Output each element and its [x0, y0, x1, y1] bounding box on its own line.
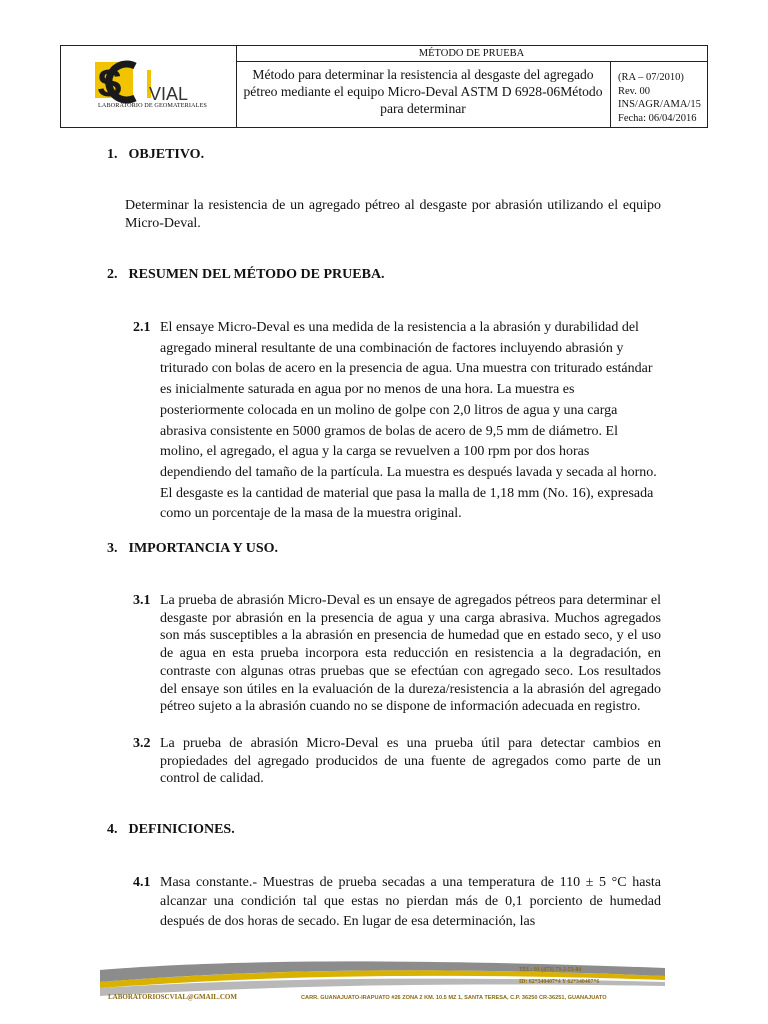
- section-title: DEFINICIONES.: [128, 822, 235, 837]
- doc-date: Fecha: 06/04/2016: [618, 112, 697, 124]
- list-item: [133, 592, 661, 716]
- doc-meta: [612, 62, 707, 127]
- section-heading: [107, 267, 385, 283]
- doc-code: (RA – 07/2010): [618, 72, 684, 83]
- section-heading: [107, 147, 204, 163]
- item-number: 2.1: [133, 320, 151, 335]
- item-number: 4.1: [133, 875, 151, 890]
- section-title: IMPORTANCIA Y USO.: [128, 541, 278, 556]
- section-number: 4.: [107, 822, 118, 837]
- logo-subtitle: LABORATORIO DE GEOMATERIALES: [98, 102, 207, 109]
- section-number: 2.: [107, 267, 118, 282]
- footer-phone: TEL: 01 (473) 73-2-53-84: [519, 967, 582, 973]
- section-heading: [107, 541, 278, 557]
- svg-text:S: S: [97, 63, 123, 105]
- footer-id: ID: 62*340407*4 Y 62*340407*6: [519, 979, 600, 985]
- item-text: La prueba de abrasión Micro-Deval es una prueba útil para detectar cambios en propiedades del agregado producidos de una fuente de agregados como parte de un control de calidad.: [160, 736, 661, 787]
- section-number: 3.: [107, 541, 118, 556]
- doc-type: MÉTODO DE PRUEBA: [236, 46, 707, 62]
- footer-email: LABORATORIOSCVIAL@GMAIL.COM: [108, 993, 237, 1001]
- paragraph: Determinar la resistencia de un agregado pétreo al desgaste por abrasión utilizando el equipo Micro-Deval.: [125, 198, 661, 231]
- footer-address: CARR. GUANAJUATO-IRAPUATO #26 ZONA 2 KM. 10.5 MZ 1, SANTA TERESA, C.P. 36250 CR-36251, GUANAJUATO: [301, 995, 607, 1001]
- list-item: [133, 318, 661, 525]
- section-heading: [107, 822, 235, 838]
- item-text: Masa constante.- Muestras de prueba secadas a una temperatura de 110 ± 5 °C hasta alcanzar una condición tal que estas no pierdan más de 0,1 porciento de humedad después de dos horas de secado. En lugar de esa determinación, las: [160, 875, 661, 929]
- section-title: OBJETIVO.: [128, 147, 205, 162]
- footer-swoosh: [100, 956, 665, 1016]
- item-number: 3.1: [133, 593, 151, 608]
- doc-ins: INS/AGR/AMA/15: [618, 99, 701, 110]
- item-number: 3.2: [133, 736, 151, 751]
- document-header: [60, 45, 708, 128]
- list-item: [133, 873, 661, 931]
- item-text: La prueba de abrasión Micro-Deval es un ensaye de agregados pétreos para determinar el desgaste por abrasión en la presencia de agua y una carga abrasiva. Muchos agregados son más susceptibles a la abrasión en presencia de humedad que en estado seco, y el uso de agua en esta prueba incorpora esta reducción en resistencia a la degradación, en contraste con algunas otras pruebas que se efectúan con agregado seco. Los resultados del ensaye son útiles en la evaluación de la dureza/resistencia a la abrasión del agregado pétreo sujeto a la abrasión cuando no se dispone de información adecuada en registro.: [160, 593, 661, 715]
- method-title: Método para determinar la resistencia al desgaste del agregado pétreo mediante el equipo Micro-Deval ASTM D 6928-06Método para determinar: [236, 62, 611, 127]
- list-item: [133, 735, 661, 788]
- section-title: RESUMEN DEL MÉTODO DE PRUEBA.: [128, 267, 385, 282]
- section-number: 1.: [107, 147, 118, 162]
- logo-text: VIAL: [149, 84, 189, 104]
- logo-cell: [61, 46, 237, 127]
- item-text: El ensaye Micro-Deval es una medida de la resistencia a la abrasión y durabilidad del agregado mineral resultante de una combinación de factores incluyendo abrasión y triturado con bolas de acero en la presencia de agua. Una muestra con triturado estándar es inicialmente saturada en agua por no menos de una hora. La muestra es posteriormente colocada en un molino de golpe con 2,0 litros de agua y una carga abrasiva consistente en 5000 gramos de bolas de acero de 9,5 mm de diámetro. El molino, el agregado, el agua y la carga se revuelven a 100 rpm por dos horas dependiendo del tamaño de la partícula. La muestra es después lavada y secada al horno. El desgaste es la cantidad de material que pasa la malla de 1,18 mm (No. 16), expresada como un porcentaje de la masa de la muestra original.: [160, 320, 657, 522]
- doc-rev: Rev. 00: [618, 85, 650, 97]
